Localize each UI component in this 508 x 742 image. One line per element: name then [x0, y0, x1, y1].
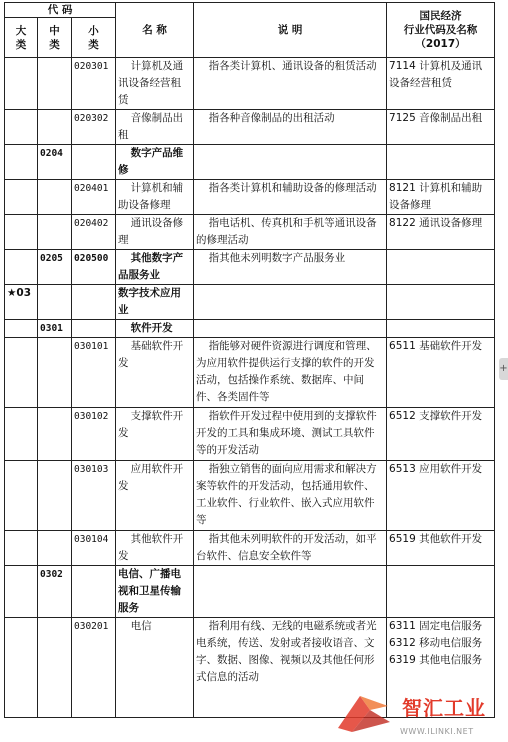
row-name: 支撑软件开发 [116, 408, 194, 461]
row-description: 指各类计算机、通讯设备的租赁活动 [194, 58, 387, 110]
row-code: 0302 [38, 566, 72, 618]
national-item: 6312 移动电信服务 [389, 637, 483, 649]
row-description: 指其他未列明软件的开发活动，如平台软件、信息安全软件等 [194, 531, 387, 566]
table-row [5, 180, 495, 215]
row-name: 基础软件开发 [116, 338, 194, 408]
row-name: 软件开发 [116, 320, 194, 338]
row-code: 0301 [38, 320, 72, 338]
row-description: 指电话机、传真机和手机等通讯设备的修理活动 [194, 215, 387, 250]
header-minor: 小 类 [72, 18, 116, 58]
table-row [5, 215, 495, 250]
watermark-text: 智汇工业 [402, 696, 486, 720]
table-row [5, 58, 495, 110]
row-description: 指各种音像制品的出租活动 [194, 110, 387, 145]
row-description: 指能够对硬件资源进行调度和管理、为应用软件提供运行支撑的软件的开发活动，包括操作系统、数据库、中间件、各类固件等 [194, 338, 387, 408]
row-name: 其他软件开发 [116, 531, 194, 566]
national-item: 6311 固定电信服务 [389, 620, 483, 632]
row-description: 指软件开发过程中使用到的支撑软件开发的工具和集成环境、测试工具软件等的开发活动 [194, 408, 387, 461]
row-code: 030201 [72, 618, 116, 718]
row-code: 0204 [38, 145, 72, 180]
table-row [5, 250, 495, 285]
header-major: 大 类 [5, 18, 38, 58]
table-row [5, 408, 495, 461]
expand-side-button[interactable]: + [499, 358, 508, 380]
row-name: 其他数字产品服务业 [116, 250, 194, 285]
row-description: 指独立销售的面向应用需求和解决方案等软件的开发活动，包括通用软件、工业软件、行业软件、嵌入式应用软件等 [194, 461, 387, 531]
row-description: 指各类计算机和辅助设备的修理活动 [194, 180, 387, 215]
row-national: 6513 应用软件开发 [387, 461, 495, 531]
row-name: 电信 [116, 618, 194, 718]
header-national-line3: （2017） [415, 38, 466, 50]
row-name: 计算机及通讯设备经营租赁 [116, 58, 194, 110]
table-row [5, 145, 495, 180]
row-name: 电信、广播电视和卫星传输服务 [116, 566, 194, 618]
row-code: 030103 [72, 461, 116, 531]
row-national: 6519 其他软件开发 [387, 531, 495, 566]
national-item: 6319 其他电信服务 [389, 654, 483, 666]
header-national-line1: 国民经济 [419, 10, 462, 22]
row-code: 020500 [72, 250, 116, 285]
table-row [5, 110, 495, 145]
industry-classification-table [4, 2, 495, 718]
row-name: 应用软件开发 [116, 461, 194, 531]
row-national: 6511 基础软件开发 [387, 338, 495, 408]
table-row [5, 531, 495, 566]
header-row-1 [5, 3, 495, 18]
table-row [5, 338, 495, 408]
table-row [5, 461, 495, 531]
row-national: 6512 支撑软件开发 [387, 408, 495, 461]
table-row [5, 320, 495, 338]
header-middle: 中 类 [38, 18, 72, 58]
row-mid-code: 0205 [38, 250, 72, 285]
header-code: 代 码 [5, 3, 116, 18]
header-national-code [387, 3, 495, 58]
row-code: 030101 [72, 338, 116, 408]
row-name: 数字技术应用业 [116, 285, 194, 320]
row-code: 020301 [72, 58, 116, 110]
row-code: 020402 [72, 215, 116, 250]
row-name: 通讯设备修理 [116, 215, 194, 250]
row-major-code: ★03 [5, 285, 38, 320]
row-code: 020401 [72, 180, 116, 215]
row-national: 7125 音像制品出租 [387, 110, 495, 145]
row-name: 计算机和辅助设备修理 [116, 180, 194, 215]
header-description: 说 明 [194, 3, 387, 58]
table-row [5, 566, 495, 618]
header-name: 名 称 [116, 3, 194, 58]
row-description: 指利用有线、无线的电磁系统或者光电系统，传送、发射或者接收语音、文字、数据、图像、视频以及其他任何形式信息的活动 [194, 618, 387, 718]
row-name: 数字产品维修 [116, 145, 194, 180]
table-row [5, 285, 495, 320]
row-code: 030104 [72, 531, 116, 566]
row-code: 020302 [72, 110, 116, 145]
watermark-url: WWW.ILINKI.NET [400, 727, 474, 736]
header-national-line2: 行业代码及名称 [403, 24, 478, 36]
row-description: 指其他未列明数字产品服务业 [194, 250, 387, 285]
row-name: 音像制品出租 [116, 110, 194, 145]
row-national: 8122 通讯设备修理 [387, 215, 495, 250]
row-national: 7114 计算机及通讯设备经营租赁 [387, 58, 495, 110]
row-national: 8121 计算机和辅助设备修理 [387, 180, 495, 215]
row-code: 030102 [72, 408, 116, 461]
